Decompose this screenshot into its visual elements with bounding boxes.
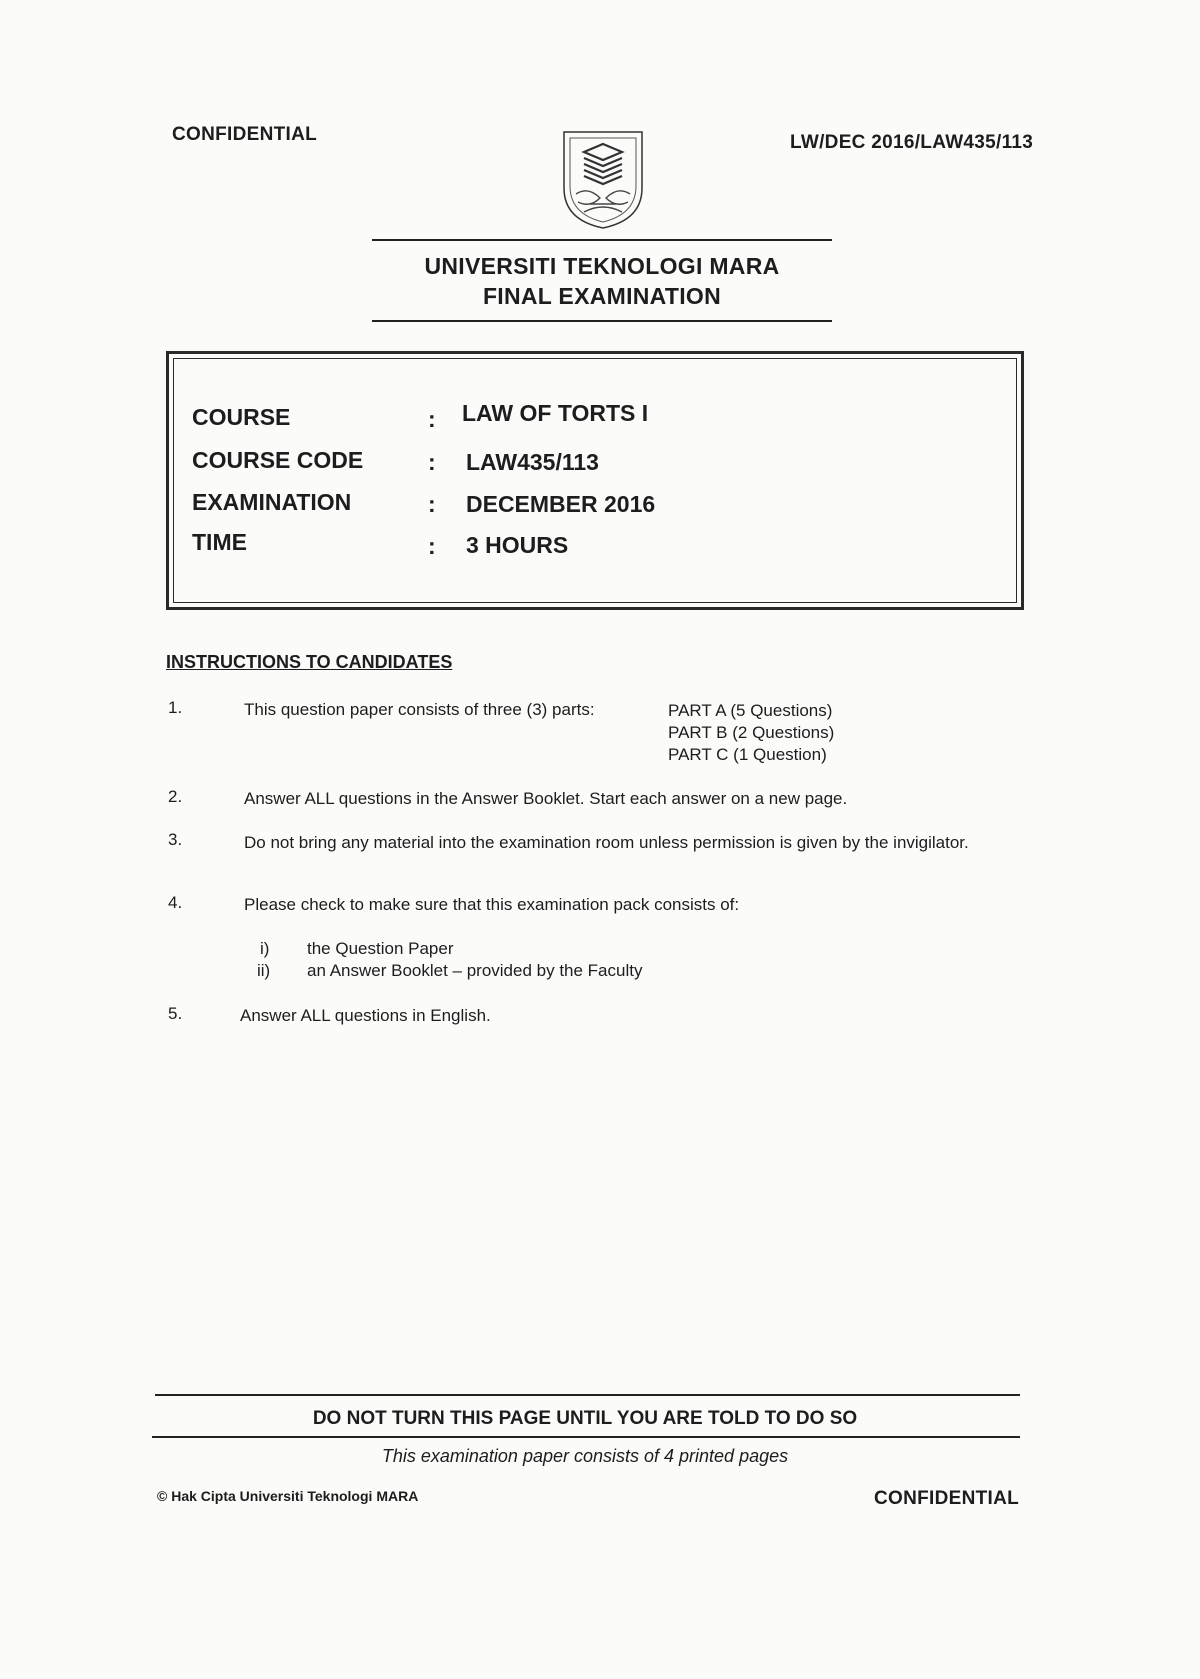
part-c-item: PART C (1 Question) bbox=[668, 745, 827, 764]
instructions-heading: INSTRUCTIONS TO CANDIDATES bbox=[166, 652, 453, 672]
part-b-item: PART B (2 Questions) bbox=[668, 723, 835, 742]
examination-colon: : bbox=[428, 491, 436, 517]
instruction-number-2: 2. bbox=[168, 787, 183, 806]
header-reference: LW/DEC 2016/LAW435/113 bbox=[790, 132, 1034, 153]
instruction-number-1: 1. bbox=[168, 698, 183, 717]
course-code-colon: : bbox=[428, 449, 436, 475]
course-label: COURSE bbox=[192, 404, 291, 430]
title-top-rule bbox=[372, 239, 832, 241]
university-name: UNIVERSITI TEKNOLOGI MARA bbox=[424, 253, 780, 279]
instruction-text-5: Answer ALL questions in English. bbox=[240, 1006, 491, 1025]
examination-label: EXAMINATION bbox=[192, 489, 352, 515]
do-not-turn-warning: DO NOT TURN THIS PAGE UNTIL YOU ARE TOLD TO DO SO bbox=[312, 1408, 858, 1429]
instruction-number-4: 4. bbox=[168, 893, 183, 912]
footer-bottom-rule bbox=[152, 1436, 1020, 1438]
course-code-label: COURSE CODE bbox=[192, 447, 364, 473]
subitem-text-question-paper: the Question Paper bbox=[307, 939, 454, 958]
title-bottom-rule bbox=[372, 320, 832, 322]
header-confidential: CONFIDENTIAL bbox=[172, 124, 318, 145]
instruction-text-2: Answer ALL questions in the Answer Booklet. Start each answer on a new page. bbox=[244, 789, 848, 808]
footer-confidential: CONFIDENTIAL bbox=[874, 1488, 1020, 1509]
subitem-number-ii: ii) bbox=[257, 961, 271, 980]
subitem-text-answer-booklet: an Answer Booklet – provided by the Faculty bbox=[307, 961, 643, 980]
university-crest-icon bbox=[560, 128, 646, 232]
exam-title: FINAL EXAMINATION bbox=[482, 283, 722, 309]
instruction-text-4: Please check to make sure that this examination pack consists of: bbox=[244, 895, 740, 914]
instruction-text-3: Do not bring any material into the examination room unless permission is given by the invigilator. bbox=[244, 833, 969, 852]
instruction-number-3: 3. bbox=[168, 830, 183, 849]
course-info-box-inner-border bbox=[173, 358, 1017, 603]
course-info-box bbox=[166, 351, 1024, 610]
subitem-number-i: i) bbox=[260, 939, 270, 958]
part-a-item: PART A (5 Questions) bbox=[668, 701, 833, 720]
copyright-notice: © Hak Cipta Universiti Teknologi MARA bbox=[157, 1488, 419, 1504]
course-colon: : bbox=[428, 406, 436, 432]
time-value: 3 HOURS bbox=[466, 532, 569, 558]
time-label: TIME bbox=[192, 529, 247, 555]
instruction-text-1: This question paper consists of three (3) parts: bbox=[244, 700, 595, 719]
course-value: LAW OF TORTS I bbox=[462, 400, 649, 426]
time-colon: : bbox=[428, 533, 436, 559]
instruction-number-5: 5. bbox=[168, 1004, 183, 1023]
examination-value: DECEMBER 2016 bbox=[466, 491, 656, 517]
printed-pages-note: This examination paper consists of 4 printed pages bbox=[381, 1446, 789, 1466]
footer-top-rule bbox=[155, 1394, 1020, 1396]
course-code-value: LAW435/113 bbox=[466, 449, 599, 475]
